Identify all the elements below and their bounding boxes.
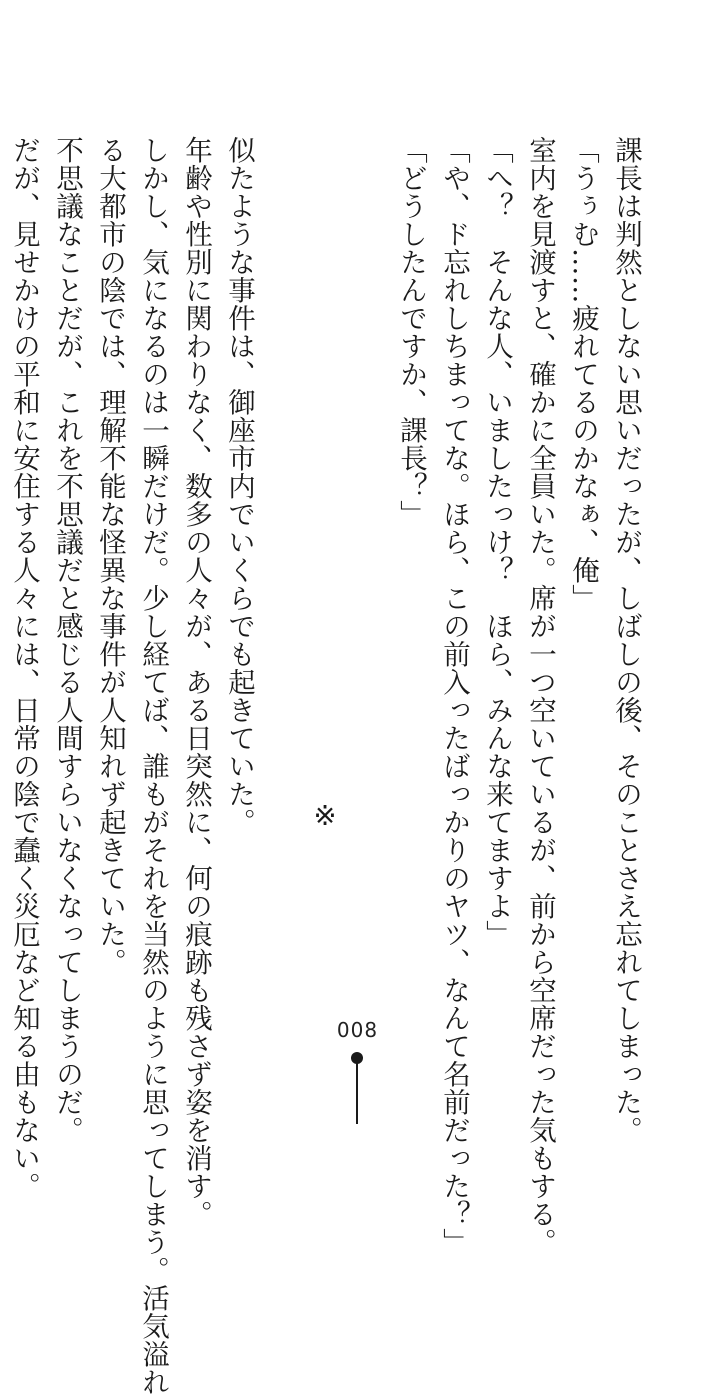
page-number: 008: [336, 1018, 379, 1042]
folio-ornament: [351, 1052, 363, 1132]
text-line: 「や、ド忘れしちまってな。ほら、この前入ったばっかりのヤツ、なんて名前だった？」: [438, 136, 470, 1256]
text-line: 年齢や性別に関わりなく、数多の人々が、ある日突然に、何の痕跡も残さず姿を消す。: [180, 136, 212, 1228]
text-line: だが、見せかけの平和に安住する人々には、日常の陰で蠢く災厄など知る由もない。: [8, 136, 40, 1200]
text-line: 「うぅむ……疲れてるのかなぁ、俺」: [567, 136, 599, 612]
text-line: る大都市の陰では、理解不能な怪異な事件が人知れず起きていた。: [94, 136, 126, 976]
text-line: 「へ？ そんな人、いましたっけ？ ほら、みんな来てますよ」: [481, 136, 513, 948]
text-line: しかし、気になるのは一瞬だけだ。少し経てば、誰もがそれを当然のように思ってしまう。活気溢れ: [137, 136, 169, 1396]
text-line: 似たような事件は、御座市内でいくらでも起きていた。: [223, 136, 255, 836]
scene-break-mark: ※: [309, 799, 341, 833]
blank-line: [260, 136, 303, 1036]
blank-line: [346, 136, 389, 1036]
text-line: 室内を見渡すと、確かに全員いた。席が一つ空いているが、前から空席だった気もする。: [524, 136, 556, 1256]
text-line: [0, 136, 2, 1036]
text-line: 「どうしたんですか、課長？」: [395, 136, 427, 528]
text-line: 課長は判然としない思いだったが、しばしの後、そのことさえ忘れてしまった。: [610, 136, 642, 1144]
folio-line: [356, 1062, 358, 1124]
text-line: 不思議なことだが、これを不思議だと感じる人間すらいなくなってしまうのだ。: [51, 136, 83, 1144]
vertical-text-body: [0, 136, 647, 1396]
